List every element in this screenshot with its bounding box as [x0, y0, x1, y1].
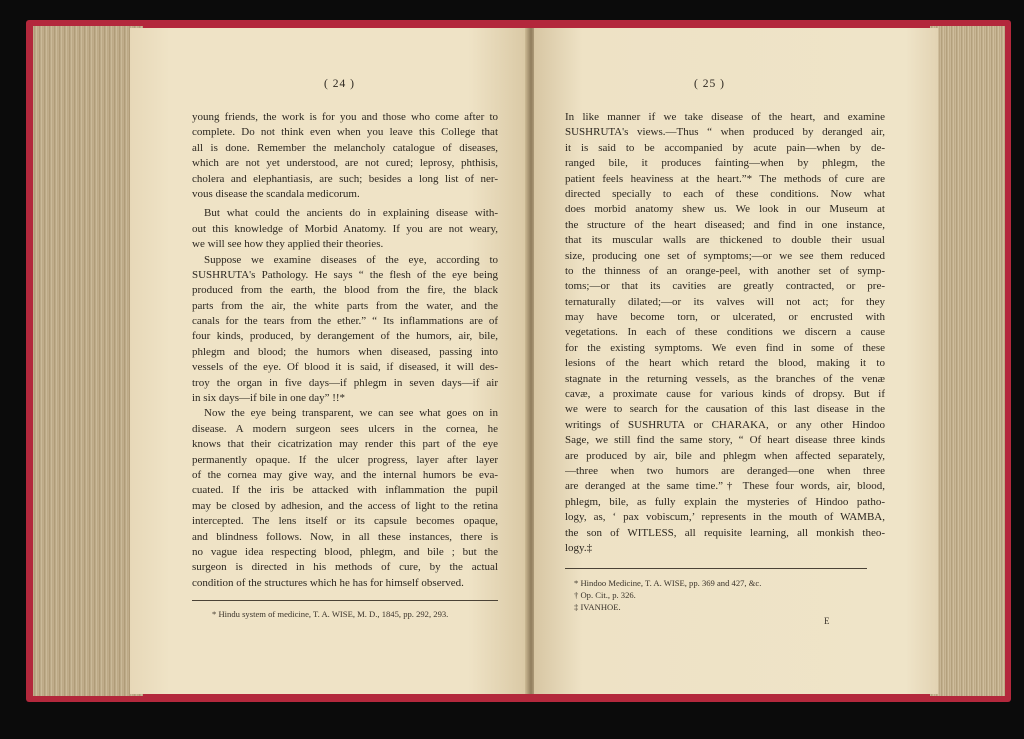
- text-line: surgeon is directed in his methods of cure, by the actual: [192, 561, 498, 574]
- text-line: of the cornea may give way, and the internal humors be eva-: [192, 468, 498, 481]
- text-line: four kinds, produced, by derangement of the humors, air, bile,: [192, 330, 498, 343]
- text-line: young friends, the work is for you and those who come after to: [192, 111, 498, 123]
- text-line: In like manner if we take disease of the heart, and examine: [565, 111, 885, 123]
- text-line: we will see how they applied their theories.: [192, 238, 384, 251]
- text-line: lesions of the heart which retard the blood, making it to: [565, 357, 885, 370]
- text-line: may have become torn, or ulcerated, or encrusted with: [565, 311, 885, 324]
- text-line: are deranged at the same time.”† These four words, air, blood,: [565, 480, 885, 493]
- text-line: that its muscular walls are thickened to double their usual: [565, 234, 885, 247]
- text-line: toms;—or that its cavities are greatly contracted, or pre-: [565, 280, 885, 293]
- text-line: phlegm and blood; the humors when diseased, passing into: [192, 345, 498, 358]
- text-line: Now the eye being transparent, we can see what goes on in: [204, 407, 498, 420]
- text-line: which are not yet understood, are not cured; leprosy, phthisis,: [192, 157, 498, 170]
- text-line: knows that their cicatrization may render this part of the eye: [192, 438, 498, 451]
- text-line: directed specially to each of these conditions. Now what: [565, 187, 885, 200]
- left-page-edges: [33, 26, 143, 696]
- text-line: it is said to be accompanied by acute pain—when by de-: [565, 141, 885, 154]
- text-line: the son of WITLESS, all requisite learning, all monkish theo-: [565, 526, 885, 539]
- text-line: writings of SUSHRUTA or CHARAKA, or any other Hindoo: [565, 418, 885, 431]
- text-line: Sage, we still find the same story, “ Of heart disease three kinds: [565, 434, 885, 447]
- left-page-text: [192, 110, 498, 591]
- text-line: we were to search for the causation of this last disease in the: [565, 403, 885, 416]
- text-line: cuated. If the iris be attacked with inflammation the pupil: [192, 484, 498, 497]
- text-line: canals for the tears from the ether.” “ Its inflammations are of: [192, 315, 498, 328]
- page-number: ( 25 ): [694, 78, 725, 90]
- text-line: vegetations. In each of these conditions we discern a cause: [565, 326, 885, 339]
- footnote: † Op. Cit., p. 326.: [574, 590, 636, 600]
- text-line: intercepted. The lens itself or its capsule becomes opaque,: [192, 515, 498, 528]
- right-page-text: [565, 110, 885, 556]
- text-line: no vague idea respecting blood, phlegm, and bile ; but the: [192, 545, 498, 558]
- right-page: [534, 28, 938, 694]
- text-line: to the thinness of an orange-peel, with another set of symp-: [565, 264, 885, 277]
- text-line: in six days—if bile in one day” !!*: [192, 392, 346, 405]
- text-line: produced from the earth, the blood from the fire, the black: [192, 284, 498, 297]
- text-line: troy the organ in five days—if phlegm in seven days—if air: [192, 376, 498, 389]
- text-line: complete. Do not think even when you leave this College that: [192, 126, 498, 139]
- text-line: ternaturally dilated;—or its valves will not act; for they: [565, 295, 885, 308]
- text-line: logy.‡: [565, 541, 593, 554]
- text-line: But what could the ancients do in explaining disease with-: [204, 207, 498, 220]
- footnote: * Hindoo Medicine, T. A. WISE, pp. 369 and 427, &c.: [574, 578, 762, 588]
- text-line: phlegm, bile, as fully explain the mysteries of Hindoo patho-: [565, 495, 885, 508]
- text-line: vessels of the eye. Of blood it is said, if diseased, it will des-: [192, 361, 498, 374]
- right-page-edges: [930, 26, 1005, 696]
- text-line: does morbid anatomy shew us. We look in our Museum at: [565, 203, 885, 216]
- footnote: ‡ IVANHOE.: [574, 602, 621, 612]
- text-line: vous disease the scandala medicorum.: [192, 187, 360, 200]
- text-line: out this knowledge of Morbid Anatomy. If you are not weary,: [192, 222, 498, 235]
- text-line: Suppose we examine diseases of the eye, according to: [204, 253, 498, 266]
- footnote-rule: [565, 568, 867, 569]
- text-line: condition of the structures which he has for himself observed.: [192, 576, 464, 589]
- text-line: —three when two humors are deranged—one when three: [565, 464, 885, 477]
- text-line: and blindness follows. Now, in all these instances, there is: [192, 530, 498, 543]
- text-line: permanently opaque. If the ulcer progress, layer after layer: [192, 453, 498, 466]
- text-line: cavæ, a proximate cause for various kinds of dropsy. But if: [565, 388, 885, 401]
- text-line: the structure of the heart diseased; and find in one instance,: [565, 218, 885, 231]
- text-line: size, producing one set of symptoms;—or we see them reduced: [565, 249, 885, 262]
- text-line: patient feels heaviness at the heart.”* The methods of cure are: [565, 172, 885, 185]
- text-line: stagnate in the returning vessels, as the branches of the venæ: [565, 372, 885, 385]
- left-page: [130, 28, 528, 694]
- text-line: cholera and elephantiasis, are such; besides a long list of ner-: [192, 172, 498, 185]
- text-line: ranged bile, it produces fainting—when by phlegm, the: [565, 157, 885, 170]
- text-line: all is done. Remember the melancholy catalogue of diseases,: [192, 141, 498, 154]
- signature-mark: E: [824, 616, 830, 626]
- page-number: ( 24 ): [324, 78, 355, 90]
- footnote: * Hindu system of medicine, T. A. WISE, M. D., 1845, pp. 292, 293.: [212, 609, 449, 619]
- text-line: for the existing symptoms. We even find in some of these: [565, 341, 885, 354]
- text-line: logy, as, ‘ pax vobiscum,’ represents in the mouth of WAMBA,: [565, 511, 885, 524]
- text-line: disease. A modern surgeon sees ulcers in the cornea, he: [192, 422, 498, 435]
- text-line: may be closed by adhesion, and the access of light to the retina: [192, 499, 498, 512]
- text-line: parts from the air, the white parts from the water, and the: [192, 299, 498, 312]
- text-line: are produced by air, bile and phlegm when affected separately,: [565, 449, 885, 462]
- text-line: SUSHRUTA's Pathology. He says “ the flesh of the eye being: [192, 268, 498, 281]
- footnote-rule: [192, 600, 498, 601]
- text-line: SUSHRUTA's views.—Thus “ when produced by deranged air,: [565, 126, 885, 139]
